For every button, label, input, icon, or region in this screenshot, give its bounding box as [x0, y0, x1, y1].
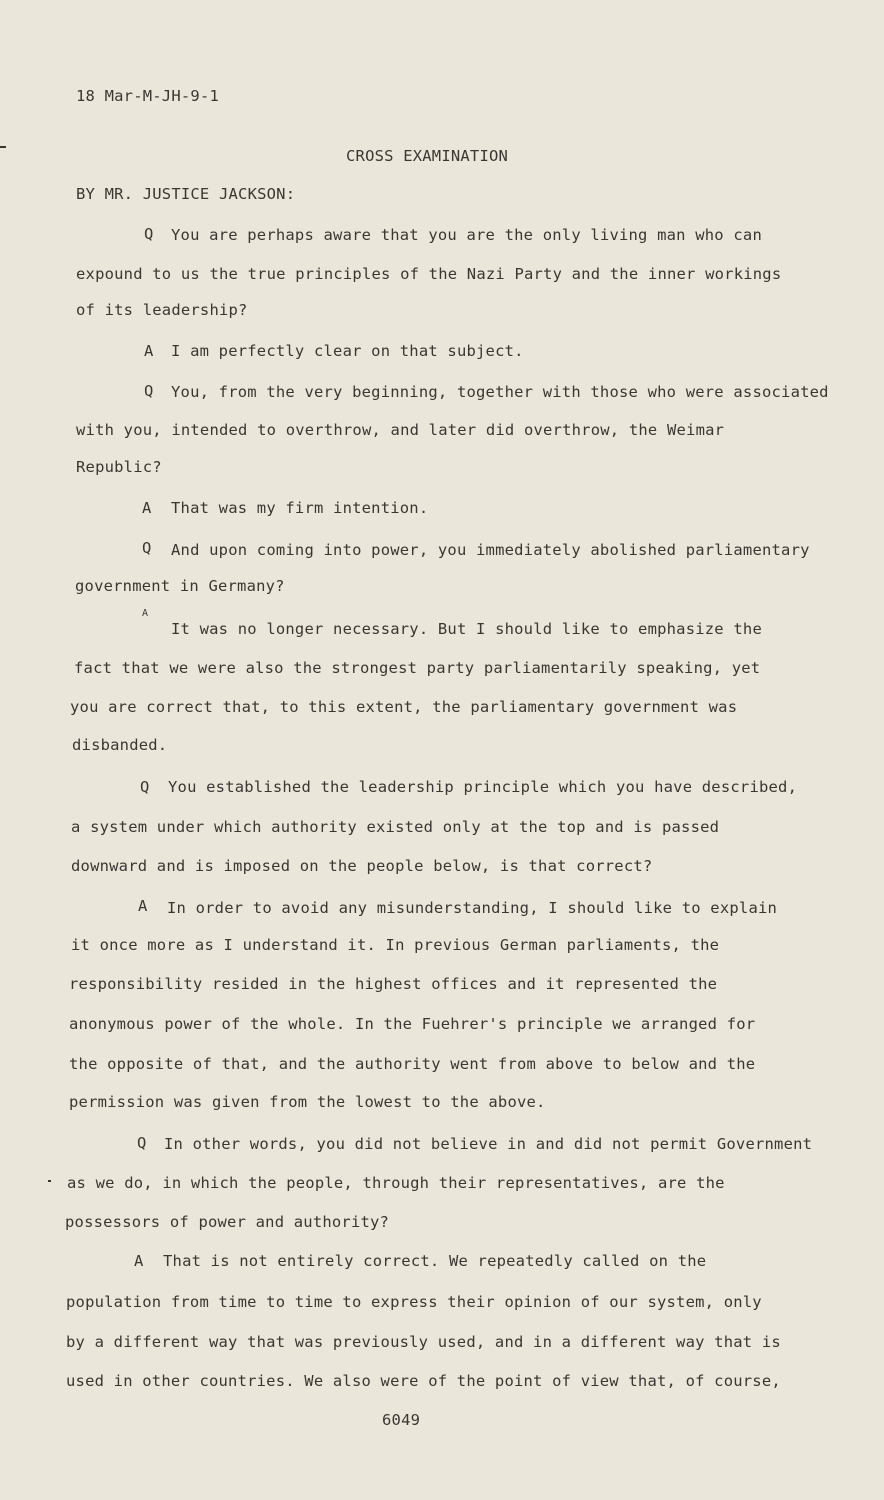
text-line: expound to us the true principles of the Nazi Party and the inner workings — [76, 265, 782, 283]
text-line: You, from the very beginning, together with those who were associated — [171, 383, 829, 401]
text-line: fact that we were also the strongest party parliamentarily speaking, yet — [74, 659, 761, 677]
speaker-label: Q — [144, 225, 154, 243]
text-line: possessors of power and authority? — [65, 1213, 390, 1231]
speaker-label: A — [144, 342, 154, 360]
text-line: it once more as I understand it. In previous German parliaments, the — [71, 936, 720, 954]
text-line: That was my firm intention. — [171, 499, 429, 517]
text-line: as we do, in which the people, through their representatives, are the — [67, 1174, 725, 1192]
text-line: by a different way that was previously used, and in a different way that is — [66, 1333, 781, 1351]
header-code: 18 Mar-M-JH-9-1 — [76, 87, 219, 105]
speaker-label: Q — [144, 382, 154, 400]
text-line: responsibility resided in the highest offices and it represented the — [69, 975, 718, 993]
text-line: downward and is imposed on the people below, is that correct? — [71, 857, 653, 875]
text-line: disbanded. — [72, 736, 168, 754]
speaker-label: Q — [142, 539, 152, 557]
page-number: 6049 — [382, 1411, 421, 1429]
text-line: with you, intended to overthrow, and later did overthrow, the Weimar — [76, 421, 725, 439]
text-line: You established the leadership principle which you have described, — [168, 778, 798, 796]
examiner-line: BY MR. JUSTICE JACKSON: — [76, 185, 296, 203]
speaker-label: Q — [140, 778, 150, 796]
text-line: used in other countries. We also were of the point of view that, of course, — [66, 1372, 781, 1390]
text-line: That is not entirely correct. We repeatedly called on the — [163, 1252, 707, 1270]
page-title: CROSS EXAMINATION — [346, 147, 509, 165]
text-line: the opposite of that, and the authority went from above to below and the — [69, 1055, 756, 1073]
text-line: anonymous power of the whole. In the Fuehrer's principle we arranged for — [69, 1015, 756, 1033]
left-edge-mark — [0, 146, 6, 148]
speaker-label: A — [134, 1252, 144, 1270]
text-line: Republic? — [76, 458, 162, 476]
text-line: a system under which authority existed only at the top and is passed — [71, 818, 720, 836]
text-line: permission was given from the lowest to the above. — [69, 1093, 546, 1111]
text-line: you are correct that, to this extent, the parliamentary government was — [70, 698, 738, 716]
margin-tick — [48, 1180, 51, 1182]
text-line: In other words, you did not believe in and did not permit Government — [164, 1135, 813, 1153]
text-line: of its leadership? — [76, 301, 248, 319]
speaker-label: A — [138, 897, 148, 915]
text-line: And upon coming into power, you immediately abolished parliamentary — [171, 541, 810, 559]
text-line: government in Germany? — [75, 577, 285, 595]
text-line: I am perfectly clear on that subject. — [171, 342, 524, 360]
text-line: You are perhaps aware that you are the only living man who can — [171, 226, 762, 244]
speaker-label: Q — [137, 1134, 147, 1152]
text-line: population from time to time to express their opinion of our system, only — [66, 1293, 762, 1311]
text-line: In order to avoid any misunderstanding, I should like to explain — [167, 899, 778, 917]
speaker-label: A — [142, 499, 152, 517]
speaker-label: A — [142, 608, 149, 619]
text-line: It was no longer necessary. But I should like to emphasize the — [171, 620, 762, 638]
